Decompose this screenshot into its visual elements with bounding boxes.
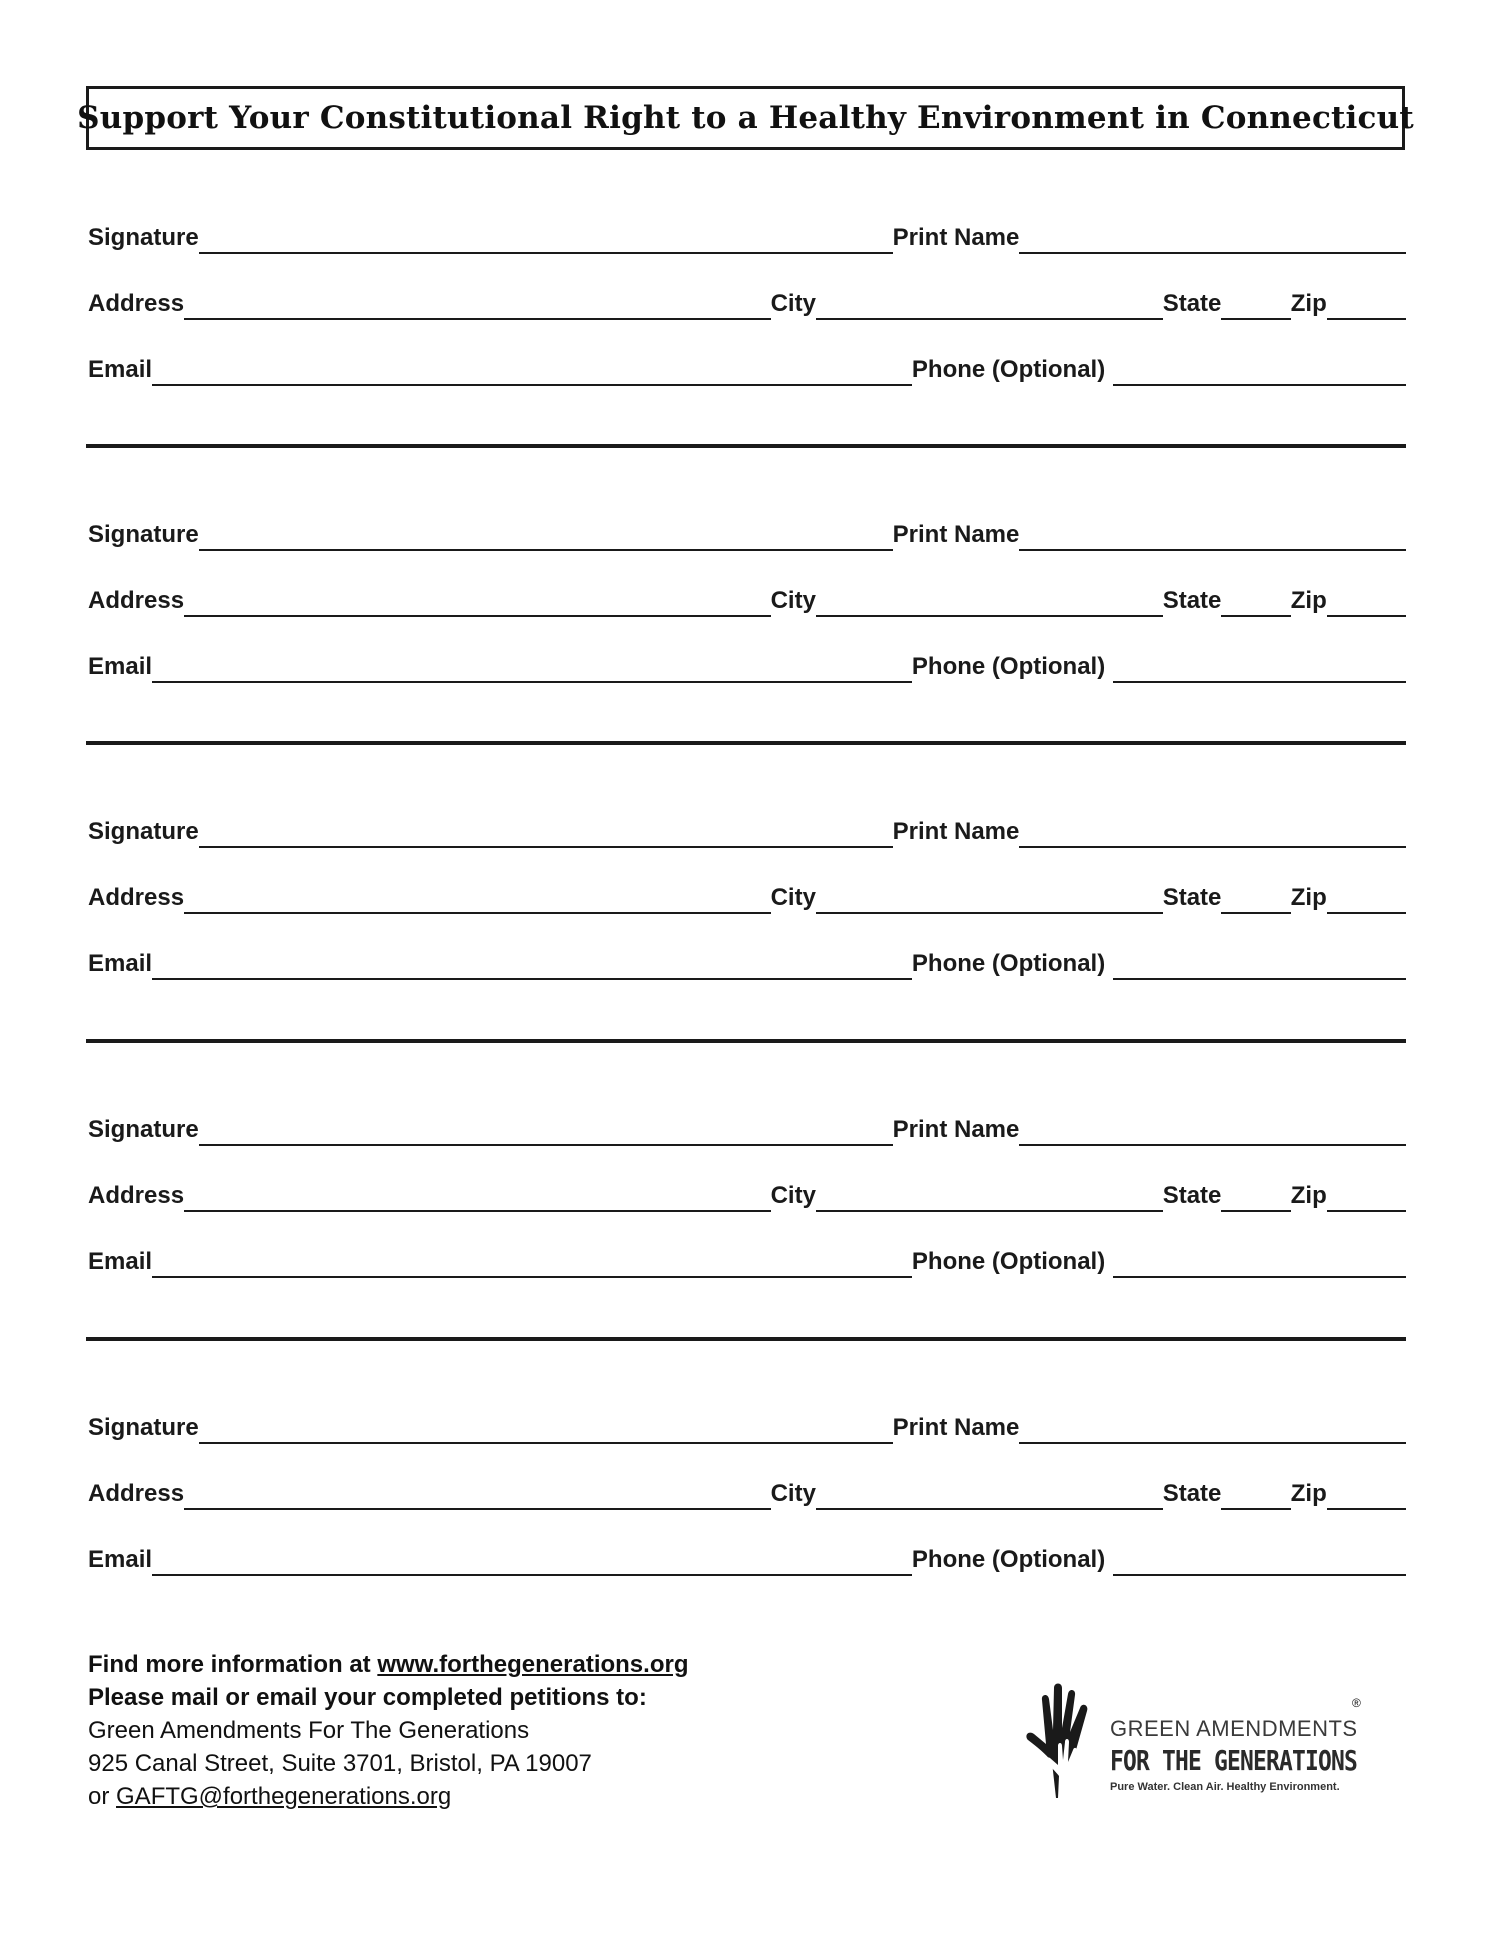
- phone-label: Phone (Optional): [911, 1248, 1106, 1275]
- signature-field[interactable]: [199, 1114, 893, 1146]
- email-field[interactable]: [152, 354, 912, 386]
- city-label: City: [770, 290, 816, 317]
- entry-separator: [86, 1337, 1406, 1341]
- org-address: 925 Canal Street, Suite 3701, Bristol, PA 19007: [88, 1750, 592, 1777]
- logo: [1018, 1680, 1368, 1800]
- address-label: Address: [88, 1182, 185, 1209]
- org-name: Green Amendments For The Generations: [88, 1717, 530, 1744]
- state-field[interactable]: [1221, 1180, 1290, 1212]
- entry-4-row-2: [88, 1178, 1406, 1212]
- signature-field[interactable]: [199, 816, 893, 848]
- email-field[interactable]: [152, 948, 912, 980]
- city-label: City: [770, 1480, 816, 1507]
- print-name-label: Print Name: [892, 818, 1020, 845]
- mail-instruction: Please mail or email your completed petitions to:: [88, 1684, 647, 1711]
- page-title: Support Your Constitutional Right to a Healthy Environment in Connecticut: [77, 100, 1414, 136]
- address-field[interactable]: [184, 1478, 771, 1510]
- info-prefix: Find more information at: [88, 1651, 378, 1678]
- state-field[interactable]: [1221, 585, 1290, 617]
- phone-label: Phone (Optional): [911, 356, 1106, 383]
- zip-label: Zip: [1290, 1480, 1327, 1507]
- phone-label: Phone (Optional): [911, 653, 1106, 680]
- zip-field[interactable]: [1327, 1478, 1406, 1510]
- info-line: [88, 1648, 688, 1681]
- entry-separator: [86, 1039, 1406, 1043]
- print-name-field[interactable]: [1019, 1114, 1406, 1146]
- signature-field[interactable]: [199, 519, 893, 551]
- zip-label: Zip: [1290, 1182, 1327, 1209]
- zip-field[interactable]: [1327, 288, 1406, 320]
- state-label: State: [1162, 290, 1222, 317]
- print-name-field[interactable]: [1019, 1412, 1406, 1444]
- address-label: Address: [88, 1480, 185, 1507]
- print-name-label: Print Name: [892, 224, 1020, 251]
- city-field[interactable]: [816, 882, 1163, 914]
- email-link[interactable]: GAFTG@forthegenerations.org: [116, 1783, 452, 1810]
- state-label: State: [1162, 587, 1222, 614]
- print-name-label: Print Name: [892, 1116, 1020, 1143]
- state-field[interactable]: [1221, 288, 1290, 320]
- city-field[interactable]: [816, 288, 1163, 320]
- entry-separator: [86, 741, 1406, 745]
- entry-2-row-1: [88, 517, 1406, 551]
- email-field[interactable]: [152, 1246, 912, 1278]
- zip-label: Zip: [1290, 587, 1327, 614]
- email-field[interactable]: [152, 651, 912, 683]
- zip-field[interactable]: [1327, 585, 1406, 617]
- phone-field[interactable]: [1113, 1246, 1406, 1278]
- logo-line1: GREEN AMENDMENTS: [1110, 1716, 1358, 1741]
- email-line: [88, 1780, 688, 1813]
- entry-1-row-3: [88, 352, 1406, 386]
- print-name-field[interactable]: [1019, 519, 1406, 551]
- phone-label: Phone (Optional): [911, 1546, 1106, 1573]
- entry-1-row-2: [88, 286, 1406, 320]
- zip-field[interactable]: [1327, 882, 1406, 914]
- signature-label: Signature: [88, 1414, 199, 1441]
- city-field[interactable]: [816, 1180, 1163, 1212]
- address-field[interactable]: [184, 1180, 771, 1212]
- phone-field[interactable]: [1113, 948, 1406, 980]
- state-field[interactable]: [1221, 882, 1290, 914]
- website-link[interactable]: www.forthegenerations.org: [377, 1651, 689, 1678]
- email-label: Email: [88, 653, 153, 680]
- zip-label: Zip: [1290, 290, 1327, 317]
- state-label: State: [1162, 1182, 1222, 1209]
- print-name-field[interactable]: [1019, 222, 1406, 254]
- entry-3-row-2: [88, 880, 1406, 914]
- phone-field[interactable]: [1113, 354, 1406, 386]
- entry-4-row-1: [88, 1112, 1406, 1146]
- zip-label: Zip: [1290, 884, 1327, 911]
- signature-label: Signature: [88, 1116, 199, 1143]
- signature-field[interactable]: [199, 222, 893, 254]
- signature-label: Signature: [88, 818, 199, 845]
- or-text: or: [88, 1783, 117, 1810]
- city-label: City: [770, 884, 816, 911]
- state-field[interactable]: [1221, 1478, 1290, 1510]
- logo-line2: FOR THE GENERATIONS: [1110, 1744, 1358, 1777]
- logo-tagline: Pure Water. Clean Air. Healthy Environment.: [1110, 1781, 1340, 1793]
- address-label: Address: [88, 587, 185, 614]
- zip-field[interactable]: [1327, 1180, 1406, 1212]
- state-label: State: [1162, 884, 1222, 911]
- title-box: [77, 86, 1414, 150]
- signature-field[interactable]: [199, 1412, 893, 1444]
- print-name-field[interactable]: [1019, 816, 1406, 848]
- entry-2-row-3: [88, 649, 1406, 683]
- email-field[interactable]: [152, 1544, 912, 1576]
- entry-2-row-2: [88, 583, 1406, 617]
- city-field[interactable]: [816, 585, 1163, 617]
- print-name-label: Print Name: [892, 1414, 1020, 1441]
- email-label: Email: [88, 1546, 153, 1573]
- city-label: City: [770, 1182, 816, 1209]
- email-label: Email: [88, 1248, 153, 1275]
- address-field[interactable]: [184, 882, 771, 914]
- entry-5-row-2: [88, 1476, 1406, 1510]
- email-label: Email: [88, 356, 153, 383]
- entry-3-row-1: [88, 814, 1406, 848]
- hands-icon: [1018, 1680, 1102, 1800]
- phone-field[interactable]: [1113, 1544, 1406, 1576]
- address-label: Address: [88, 290, 185, 317]
- city-field[interactable]: [816, 1478, 1163, 1510]
- address-field[interactable]: [184, 288, 771, 320]
- phone-field[interactable]: [1113, 651, 1406, 683]
- city-label: City: [770, 587, 816, 614]
- entry-4-row-3: [88, 1244, 1406, 1278]
- state-label: State: [1162, 1480, 1222, 1507]
- signature-label: Signature: [88, 521, 199, 548]
- entry-1-row-1: [88, 220, 1406, 254]
- entry-separator: [86, 444, 1406, 448]
- phone-label: Phone (Optional): [911, 950, 1106, 977]
- entry-3-row-3: [88, 946, 1406, 980]
- email-label: Email: [88, 950, 153, 977]
- footer: [88, 1648, 688, 1813]
- address-label: Address: [88, 884, 185, 911]
- registered-mark: ®: [1352, 1696, 1361, 1710]
- entry-5-row-1: [88, 1410, 1406, 1444]
- signature-label: Signature: [88, 224, 199, 251]
- address-field[interactable]: [184, 585, 771, 617]
- print-name-label: Print Name: [892, 521, 1020, 548]
- entry-5-row-3: [88, 1542, 1406, 1576]
